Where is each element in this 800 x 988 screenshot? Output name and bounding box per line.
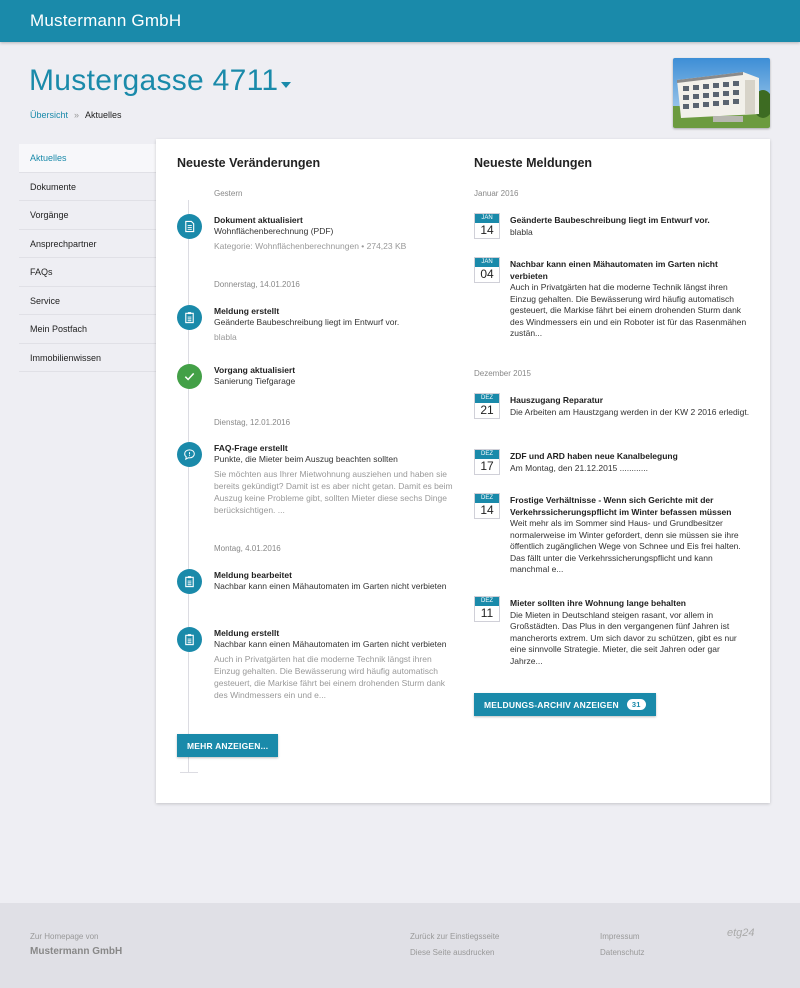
breadcrumb-separator: »	[74, 110, 80, 120]
chat-icon	[177, 442, 202, 467]
news-title: Geänderte Baubeschreibung liegt im Entwurf vor.	[510, 215, 710, 225]
breadcrumb-current: Aktuelles	[85, 110, 122, 120]
news-date-day: 04	[480, 267, 494, 281]
clipboard-icon	[177, 305, 202, 330]
news-date-month: JAN	[475, 258, 499, 267]
entry-title: Meldung erstellt	[214, 628, 280, 638]
check-icon	[177, 364, 202, 389]
footer-datenschutz-link[interactable]: Datenschutz	[600, 948, 645, 957]
news-body: Weit mehr als im Sommer sind Haus- und Grundbesitzer normalerweise im Winter gefordert, denn sie müssen sie ihre öffentlich zugänglichen Wege von Schnee und Eis frei halten. Das fällt unter die Verkehrssicherungspflicht und kann manchmal e...	[510, 518, 741, 574]
sidebar-item-faqs[interactable]: FAQs	[19, 258, 156, 287]
news-date-badge	[474, 393, 500, 419]
timeline-date: Gestern	[214, 189, 243, 198]
news-archive-button[interactable]	[474, 693, 656, 716]
news-archive-count: 31	[627, 699, 646, 710]
breadcrumb	[30, 110, 122, 120]
news-title: ZDF und ARD haben neue Kanalbelegung	[510, 451, 678, 461]
property-photo	[673, 58, 770, 128]
etg24-logo[interactable]: etg24	[727, 927, 755, 939]
footer-back-link[interactable]: Zurück zur Einstiegsseite	[410, 932, 500, 941]
entry-body: Punkte, die Mieter beim Auszug beachten sollten	[214, 454, 398, 464]
news-date-day: 21	[480, 403, 494, 417]
sidebar-item-ansprechpartner[interactable]: Ansprechpartner	[19, 230, 156, 259]
page-title: Mustergasse 4711	[29, 64, 279, 97]
news-date-month: DEZ	[475, 394, 499, 403]
sidebar-item-postfach[interactable]: Mein Postfach	[19, 315, 156, 344]
news-date-badge	[474, 596, 500, 622]
clipboard-icon	[177, 627, 202, 652]
news-title: Frostige Verhältnisse - Wenn sich Gerichte mit der Verkehrssicherungspflicht im Winter befassen müssen	[510, 495, 732, 517]
sidebar-item-vorgaenge[interactable]: Vorgänge	[19, 201, 156, 230]
property-dropdown-icon[interactable]	[281, 82, 291, 88]
timeline-end	[180, 772, 198, 773]
footer-homepage-label: Zur Homepage von	[30, 932, 99, 941]
timeline-entry[interactable]	[214, 628, 454, 701]
news-date-month: JAN	[475, 214, 499, 223]
news-item[interactable]	[510, 395, 750, 418]
footer-print-link[interactable]: Diese Seite ausdrucken	[410, 948, 495, 957]
news-month: Dezember 2015	[474, 369, 531, 378]
news-date-badge	[474, 449, 500, 475]
news-title: Nachbar kann einen Mähautomaten im Garten nicht verbieten	[510, 259, 718, 281]
entry-excerpt: Sie möchten aus Ihrer Mietwohnung ausziehen und haben sie bereits gekündigt? Damit ist es aber nicht getan. Damit es beim Auszug keine Probleme gibt, sollten Mieter diese sechs Dinge berücksichtigen. ...	[214, 468, 453, 515]
entry-body: Nachbar kann einen Mähautomaten im Garten nicht verbieten	[214, 639, 447, 649]
changes-heading: Neueste Veränderungen	[177, 156, 321, 170]
news-title: Mieter sollten ihre Wohnung lange behalten	[510, 598, 686, 608]
news-month: Januar 2016	[474, 189, 519, 198]
entry-excerpt: Auch in Privatgärten hat die moderne Technik längst ihren Einzug gehalten. Die Bewässerung wird häufig automatisch gesteuert, die Markise fährt bei einem drohenden Sturm dank des Windmessers ein und e...	[214, 653, 446, 700]
news-item[interactable]	[510, 215, 750, 238]
sidebar-nav	[19, 144, 156, 372]
news-date-day: 14	[480, 503, 494, 517]
sidebar-item-immobilienwissen[interactable]: Immobilienwissen	[19, 344, 156, 373]
entry-title: Dokument aktualisiert	[214, 215, 303, 225]
entry-body: Wohnflächenberechnung (PDF)	[214, 226, 334, 236]
entry-body: Nachbar kann einen Mähautomaten im Garten nicht verbieten	[214, 581, 447, 591]
news-body: Die Mieten in Deutschland steigen rasant, vor allem in Großstädten. Das Plus in den vergangenen fünf Jahren ist mancherorts extrem. Um sich davor zu schützen, gibt es nur eine sinnvolle Strategie. Mieter, die seit Jahren oder gar Jahrze...	[510, 609, 737, 666]
entry-body: Geänderte Baubeschreibung liegt im Entwurf vor.	[214, 317, 400, 327]
timeline-entry[interactable]	[214, 365, 454, 388]
news-date-badge	[474, 493, 500, 519]
news-date-month: DEZ	[475, 450, 499, 459]
news-item[interactable]	[510, 259, 750, 340]
timeline-date: Montag, 4.01.2016	[214, 544, 281, 553]
timeline-entry[interactable]	[214, 306, 454, 343]
document-icon	[177, 214, 202, 239]
entry-meta: Kategorie: Wohnflächenberechnungen • 274,23 KB	[214, 240, 407, 251]
news-date-badge	[474, 257, 500, 283]
footer-homepage-link[interactable]: Mustermann GmbH	[30, 946, 123, 957]
entry-title: Meldung bearbeitet	[214, 570, 292, 580]
news-body: blabla	[510, 226, 533, 237]
news-date-month: DEZ	[475, 494, 499, 503]
top-bar	[0, 0, 800, 42]
news-date-month: DEZ	[475, 597, 499, 606]
sidebar-item-dokumente[interactable]: Dokumente	[19, 173, 156, 202]
entry-title: FAQ-Frage erstellt	[214, 443, 288, 453]
timeline-entry[interactable]	[214, 215, 454, 252]
news-heading: Neueste Meldungen	[474, 156, 593, 170]
news-body: Die Arbeiten am Haustzgang werden in der KW 2 2016 erledigt.	[510, 406, 750, 417]
news-date-day: 17	[480, 459, 494, 473]
entry-body: Sanierung Tiefgarage	[214, 376, 296, 386]
breadcrumb-overview-link[interactable]: Übersicht	[30, 110, 69, 120]
entry-meta: blabla	[214, 331, 237, 342]
timeline-entry[interactable]	[214, 443, 454, 516]
news-date-day: 11	[480, 606, 494, 620]
news-body: Am Montag, den 21.12.2015 ............	[510, 462, 648, 473]
sidebar-item-service[interactable]: Service	[19, 287, 156, 316]
news-date-badge	[474, 213, 500, 239]
news-body: Auch in Privatgärten hat die moderne Technik längst ihren Einzug gehalten. Die Bewässerung wird häufig automatisch gesteuert, die Markise fährt bei einem drohenden Sturm dank des Windmessers ein und ein Roboter ist für das Rasenmähen zustän...	[510, 282, 747, 338]
timeline-date: Dienstag, 12.01.2016	[214, 418, 291, 427]
sidebar-item-aktuelles[interactable]: Aktuelles	[19, 144, 156, 173]
timeline-line	[188, 200, 189, 772]
footer-impressum-link[interactable]: Impressum	[600, 932, 640, 941]
clipboard-icon	[177, 569, 202, 594]
timeline-date: Donnerstag, 14.01.2016	[214, 280, 300, 289]
news-item[interactable]	[510, 495, 750, 576]
news-item[interactable]	[510, 451, 750, 474]
brand-name[interactable]: Mustermann GmbH	[30, 11, 182, 30]
entry-title: Meldung erstellt	[214, 306, 280, 316]
timeline-entry[interactable]	[214, 570, 454, 593]
news-title: Hauszugang Reparatur	[510, 395, 604, 405]
news-archive-label: MELDUNGS-ARCHIV ANZEIGEN	[484, 699, 619, 710]
show-more-button[interactable]: MEHR ANZEIGEN...	[177, 734, 278, 757]
news-item[interactable]	[510, 598, 750, 667]
entry-title: Vorgang aktualisiert	[214, 365, 296, 375]
news-date-day: 14	[480, 223, 494, 237]
